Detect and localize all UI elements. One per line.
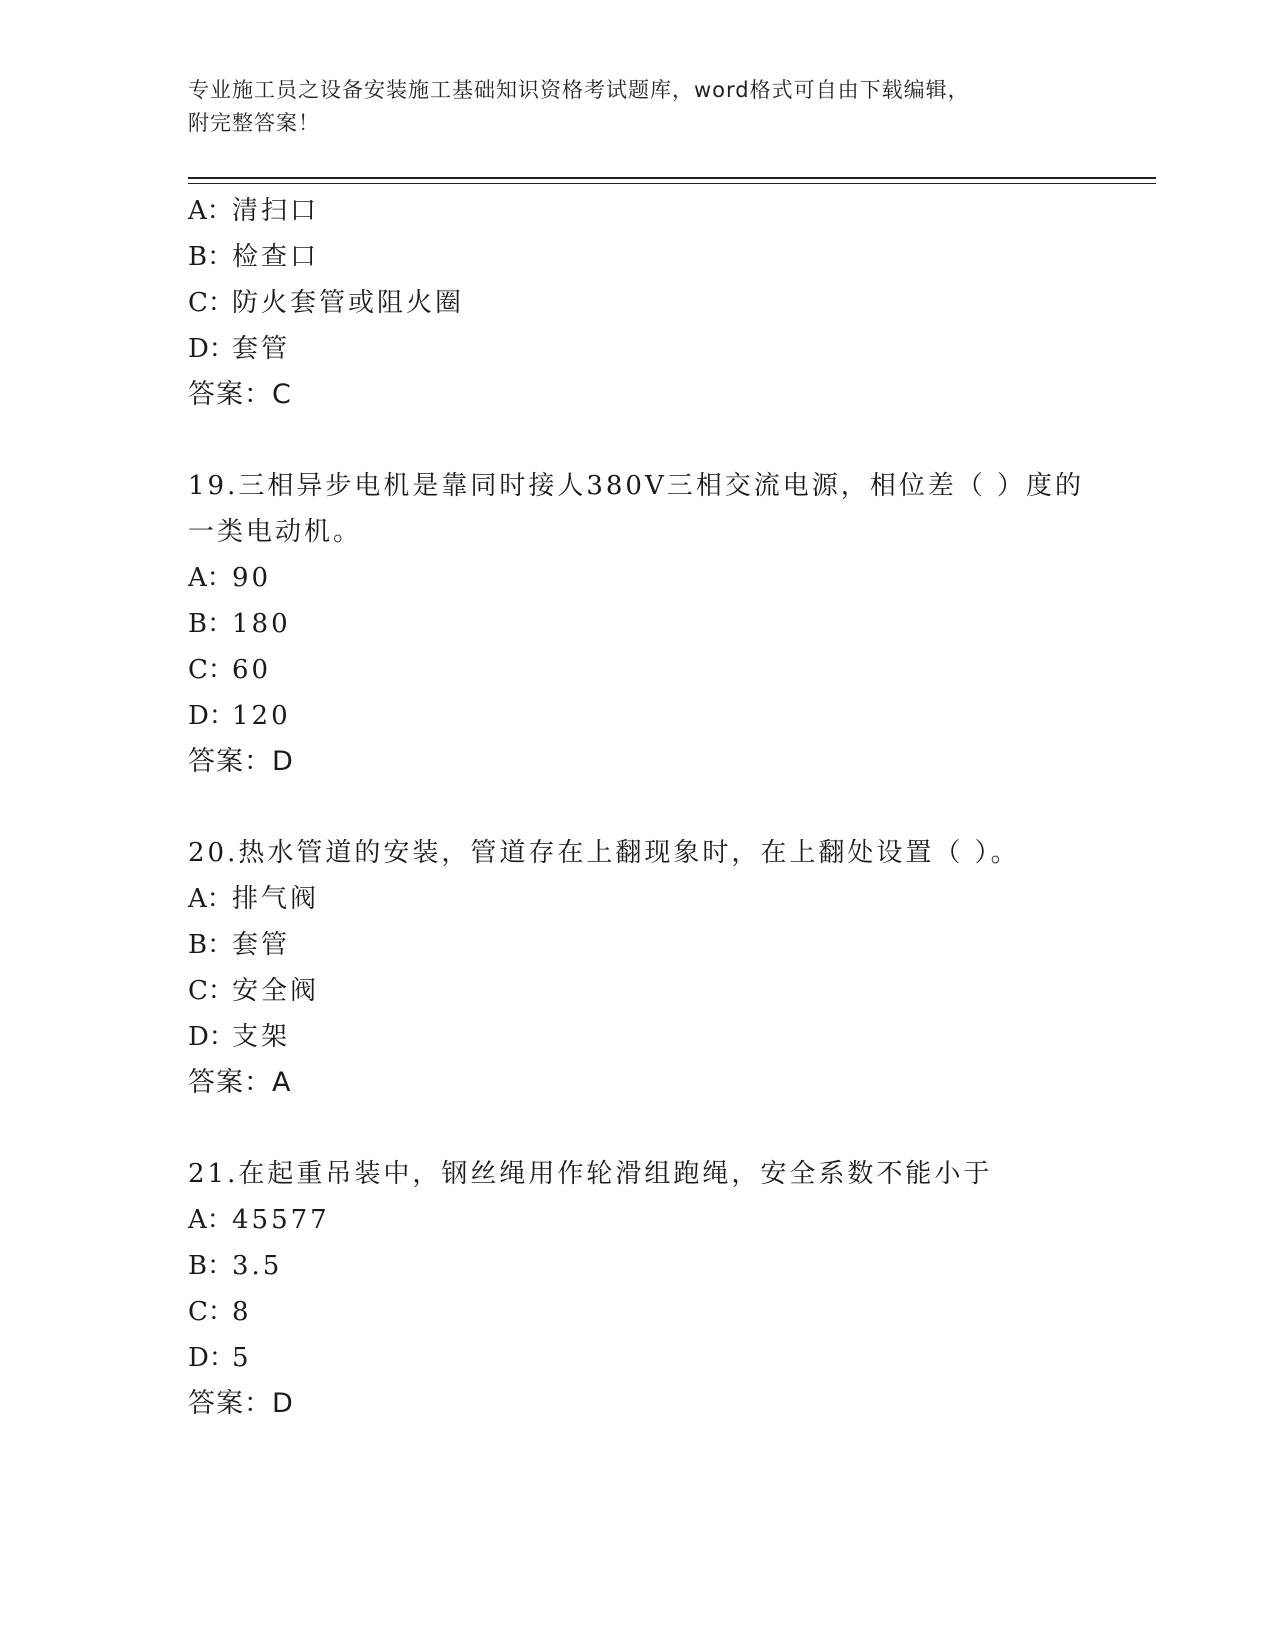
option-letter: A： bbox=[188, 884, 233, 914]
option-text: 套管 bbox=[232, 334, 291, 364]
option-text: 检查口 bbox=[232, 242, 320, 272]
option-c bbox=[188, 968, 1148, 1014]
answer-line: 答案：C bbox=[188, 379, 292, 410]
option-text: 套管 bbox=[232, 930, 291, 960]
option-text: 180 bbox=[232, 609, 291, 639]
option-letter: D： bbox=[188, 1343, 235, 1373]
option-b bbox=[188, 922, 1148, 968]
header-divider-thin bbox=[188, 183, 1156, 184]
question-stem: 21.在起重吊装中，钢丝绳用作轮滑组跑绳，安全系数不能小于 bbox=[188, 1159, 993, 1189]
option-letter: D： bbox=[188, 701, 235, 731]
option-c bbox=[188, 280, 1148, 326]
option-letter: C： bbox=[188, 1297, 234, 1327]
option-text: 120 bbox=[232, 701, 291, 731]
option-letter: A： bbox=[188, 563, 233, 593]
option-letter: A： bbox=[188, 1205, 233, 1235]
option-letter: D： bbox=[188, 1022, 235, 1052]
option-text: 支架 bbox=[232, 1022, 291, 1052]
option-letter: C： bbox=[188, 288, 234, 318]
question-21 bbox=[188, 1151, 1148, 1427]
option-text: 排气阀 bbox=[232, 884, 320, 914]
option-text: 90 bbox=[232, 563, 272, 593]
option-b bbox=[188, 601, 1148, 647]
header-line-1: 专业施工员之设备安装施工基础知识资格考试题库，word格式可自由下载编辑， bbox=[188, 78, 970, 102]
answer-line: 答案：D bbox=[188, 746, 294, 777]
spacer bbox=[188, 1106, 1148, 1151]
question-20 bbox=[188, 830, 1148, 1106]
option-letter: D： bbox=[188, 334, 235, 364]
question-list bbox=[188, 188, 1148, 1427]
option-text: 5 bbox=[232, 1343, 252, 1373]
option-a bbox=[188, 188, 1148, 234]
option-a bbox=[188, 1197, 1148, 1243]
option-b bbox=[188, 1243, 1148, 1289]
option-d bbox=[188, 326, 1148, 372]
option-letter: C： bbox=[188, 655, 234, 685]
option-text: 安全阀 bbox=[232, 976, 320, 1006]
option-a bbox=[188, 555, 1148, 601]
page-header bbox=[188, 74, 1088, 140]
option-a bbox=[188, 876, 1148, 922]
answer-line: 答案：D bbox=[188, 1388, 294, 1419]
spacer bbox=[188, 785, 1148, 830]
option-letter: B： bbox=[188, 930, 234, 960]
question-19 bbox=[188, 463, 1148, 785]
option-d bbox=[188, 693, 1148, 739]
option-text: 8 bbox=[232, 1297, 252, 1327]
question-18 bbox=[188, 188, 1148, 418]
option-letter: B： bbox=[188, 1251, 234, 1281]
option-text: 60 bbox=[232, 655, 272, 685]
question-stem: 19.三相异步电机是靠同时接人380V三相交流电源，相位差（ ）度的 bbox=[188, 471, 1085, 501]
option-text: 清扫口 bbox=[232, 196, 320, 226]
spacer bbox=[188, 418, 1148, 463]
option-b bbox=[188, 234, 1148, 280]
option-letter: C： bbox=[188, 976, 234, 1006]
question-stem: 20.热水管道的安装，管道存在上翻现象时，在上翻处设置（ ）。 bbox=[188, 838, 1020, 868]
option-text: 防火套管或阻火圈 bbox=[232, 288, 465, 318]
question-stem-continued: 一类电动机。 bbox=[188, 517, 363, 547]
option-c bbox=[188, 1289, 1148, 1335]
option-text: 45577 bbox=[232, 1205, 330, 1235]
header-line-2: 附完整答案！ bbox=[188, 111, 320, 135]
option-d bbox=[188, 1335, 1148, 1381]
option-d bbox=[188, 1014, 1148, 1060]
option-letter: A： bbox=[188, 196, 233, 226]
option-text: 3.5 bbox=[232, 1251, 283, 1281]
option-letter: B： bbox=[188, 609, 234, 639]
header-divider-thick bbox=[188, 177, 1156, 179]
option-letter: B： bbox=[188, 242, 234, 272]
answer-line: 答案：A bbox=[188, 1067, 292, 1098]
option-c bbox=[188, 647, 1148, 693]
